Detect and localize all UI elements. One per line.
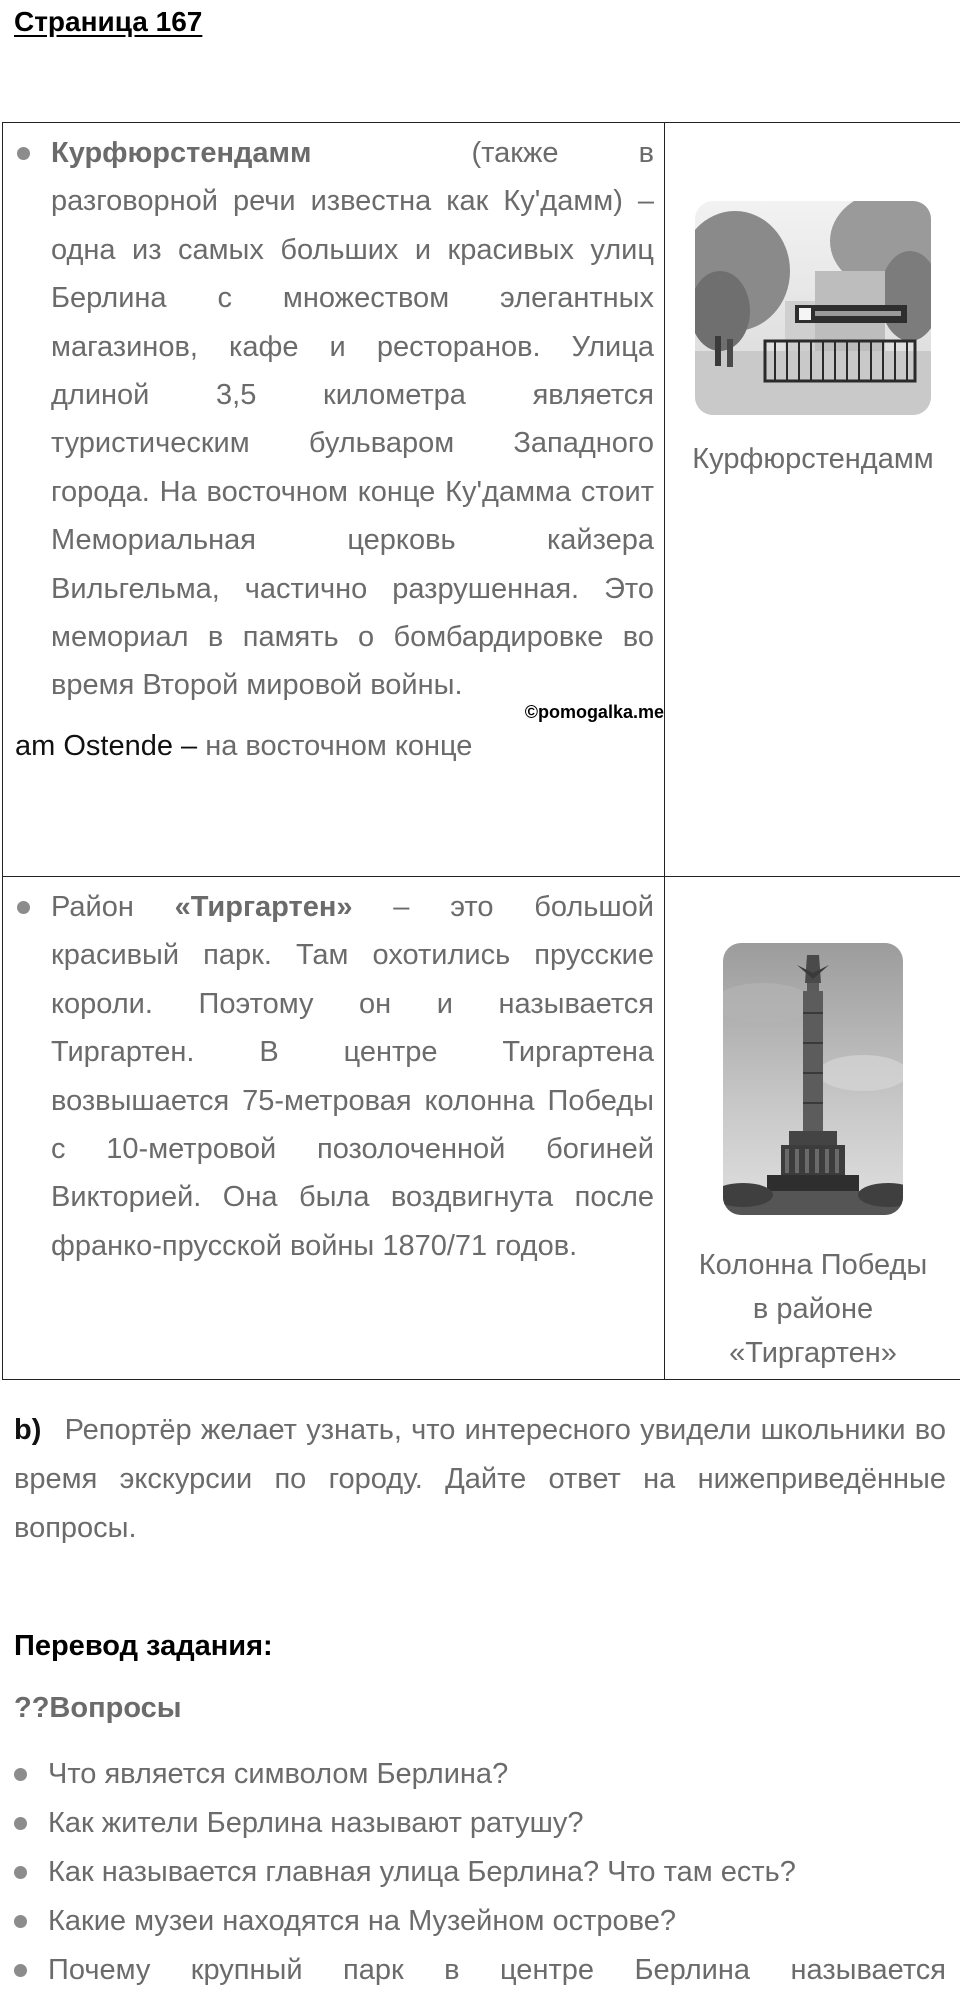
image-cell [665,123,960,877]
term: «Тиргартен» [174,891,353,923]
photo-caption: Курфюрстендамм [692,443,934,475]
vocab-definition: на восточном конце [205,729,473,762]
bullet-icon [14,1964,27,1977]
vocab-term: am Ostende – [15,729,198,762]
description-text [51,129,654,710]
question-text: Что является символом Берлина? [48,1758,509,1790]
question-text: Какие музеи находятся на Музейном острове? [48,1905,676,1937]
list-item [0,1848,946,1897]
section-text: Репортёр желает узнать, что интересного увидели школьники во время экскурсии по городу. Дайте ответ на нижеприведённые вопросы. [14,1414,946,1544]
description-text [51,883,654,1270]
bullet-icon [14,1817,27,1830]
questions-heading: ??Вопросы [14,1692,182,1724]
vocab-note [15,726,664,766]
task-heading: Перевод задания: [14,1630,273,1662]
question-text: Как называется главная улица Берлина? Что там есть? [48,1856,796,1888]
section-label: b) [14,1414,42,1446]
info-table [2,122,960,1380]
table-row [3,123,960,877]
street-photo-icon [695,201,931,415]
photo-caption [665,1243,960,1375]
column-photo-icon [723,943,903,1215]
list-item [0,1897,946,1946]
description-cell [3,877,665,1380]
bullet-icon [14,1768,27,1781]
bullet-icon [14,1866,27,1879]
question-text: Почему крупный парк в центре Берлина называется [48,1954,946,1986]
section-b [14,1406,946,1553]
image-cell [665,877,960,1380]
bullet-icon [17,901,30,914]
list-item [0,1750,946,1799]
caption-line: Колонна Победы [698,1249,928,1281]
description-cell [3,123,665,877]
victory-column-photo [723,943,903,1215]
term: Курфюрстендамм [51,137,312,169]
caption-line: в районе [752,1293,874,1325]
questions-list [0,1750,946,1995]
description-body: (также в разговорной речи известна как Ку'дамм) – одна из самых больших и красивых улиц Берлина с множеством элегантных магазинов, кафе и ресторанов. Улица длиной 3,5 километра является туристическим бульваром Западного города. На восточном конце Ку'дамма стоит Мемориальная церковь кайзера Вильгельма, частично разрушенная. Это мемориал в память о бомбардировке во время Второй мировой войны. [51,137,655,702]
page-title: Страница 167 [14,6,203,37]
description-lead: Район [51,891,175,923]
caption-line: «Тиргартен» [729,1337,897,1369]
table-row [3,877,960,1380]
description-body: – это большой красивый парк. Там охотились прусские короли. Поэтому он и называется Тиргартен. В центре Тиргартена возвышается 75-метровая колонна Победы с 10-метровой позолоченной богиней Викторией. Она была воздвигнута после франко-прусской войны 1870/71 годов. [51,891,654,1262]
bullet-icon [17,147,30,160]
question-text: Как жители Берлина называют ратушу? [48,1807,584,1839]
kurfurstendamm-photo [695,201,931,415]
bullet-icon [14,1915,27,1928]
watermark: ©pomogalka.me [524,701,664,722]
list-item [0,1799,946,1848]
list-item [0,1946,946,1995]
